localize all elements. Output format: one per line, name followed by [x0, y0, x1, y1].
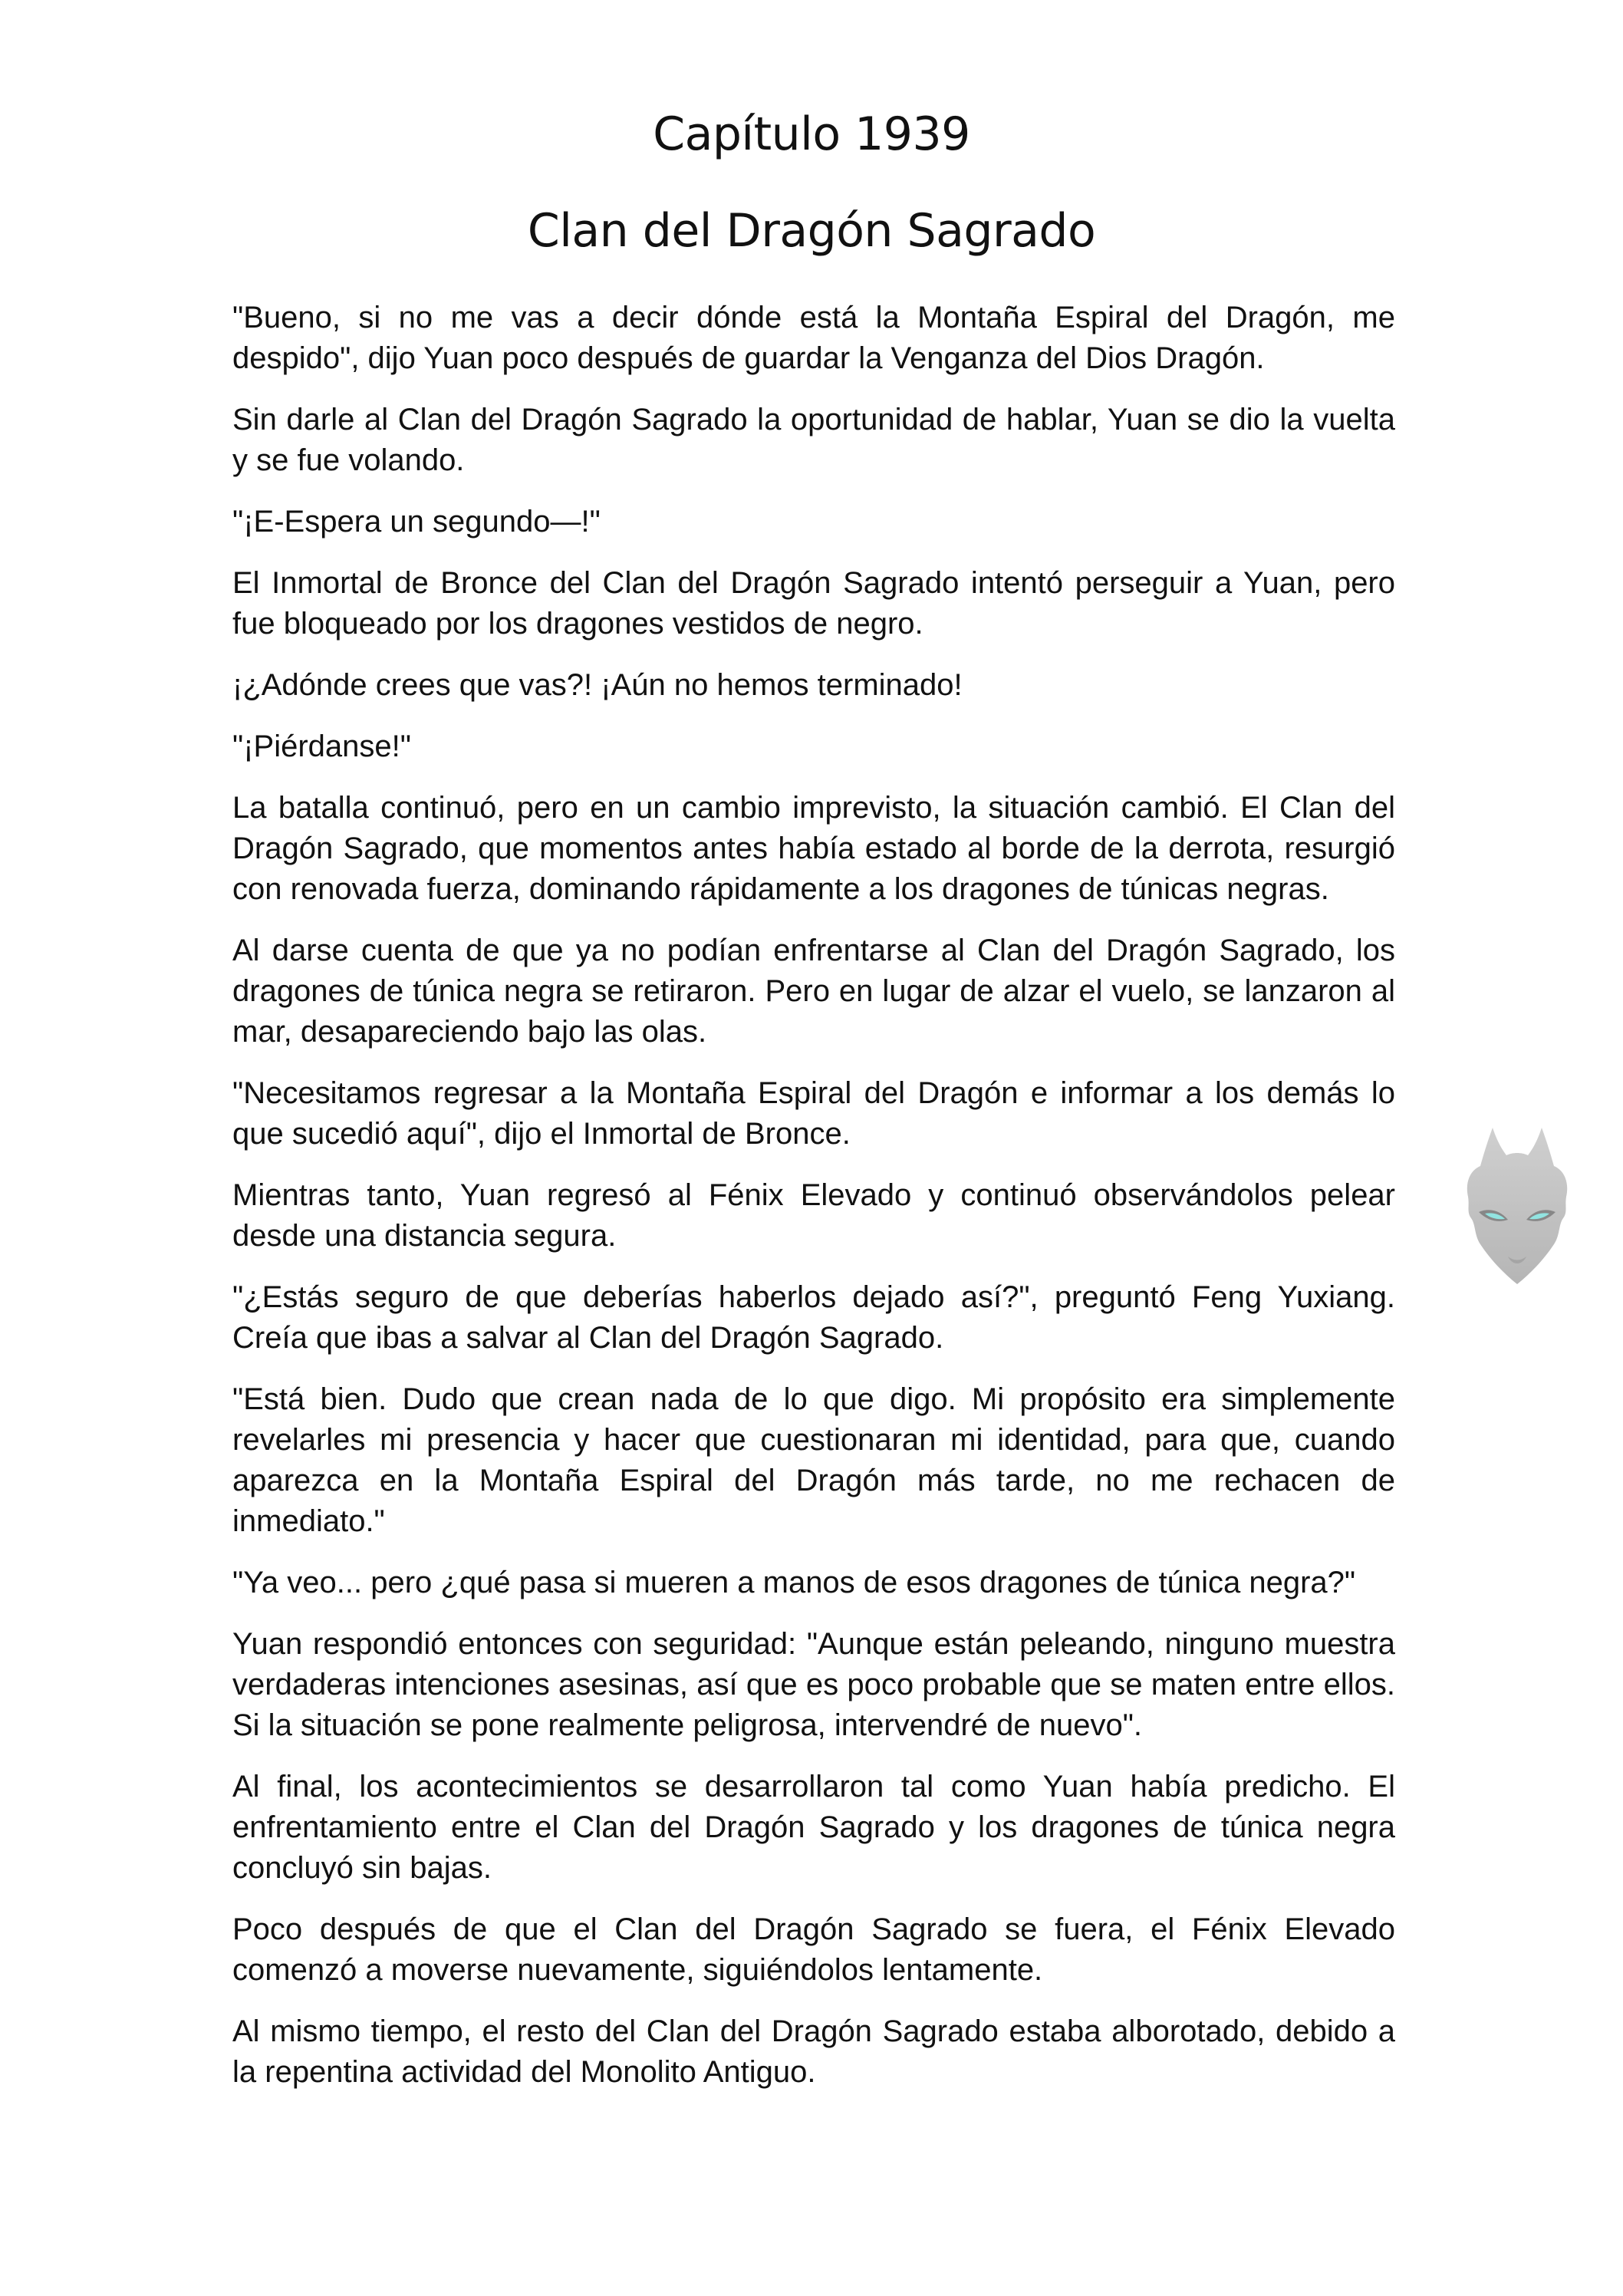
- paragraph: "¿Estás seguro de que deberías haberlos dejado así?", preguntó Feng Yuxiang. Creía que ibas a salvar al Clan del Dragón Sagrado.: [232, 1280, 1395, 1355]
- paragraph: Sin darle al Clan del Dragón Sagrado la oportunidad de hablar, Yuan se dio la vuelta y se fue volando.: [232, 403, 1395, 477]
- demon-head-icon: [1463, 1122, 1571, 1290]
- paragraph: "Necesitamos regresar a la Montaña Espiral del Dragón e informar a los demás lo que sucedió aquí", dijo el Inmortal de Bronce.: [232, 1076, 1395, 1151]
- paragraph: ¡¿Adónde crees que vas?! ¡Aún no hemos terminado!: [232, 668, 963, 702]
- chapter-body: [232, 298, 1395, 2113]
- paragraph: Poco después de que el Clan del Dragón Sagrado se fuera, el Fénix Elevado comenzó a moverse nuevamente, siguiéndolos lentamente.: [232, 1912, 1395, 1987]
- paragraph: La batalla continuó, pero en un cambio imprevisto, la situación cambió. El Clan del Dragón Sagrado, que momentos antes había estado al borde de la derrota, resurgió con renovada fuerza, dominando rápidamente a los dragones de túnicas negras.: [232, 791, 1395, 906]
- paragraph: "Ya veo... pero ¿qué pasa si mueren a manos de esos dragones de túnica negra?": [232, 1566, 1356, 1599]
- chapter-heading: [0, 86, 1623, 279]
- paragraph: Al final, los acontecimientos se desarrollaron tal como Yuan había predicho. El enfrentamiento entre el Clan del Dragón Sagrado y los dragones de túnica negra concluyó sin bajas.: [232, 1770, 1395, 1885]
- paragraph: Yuan respondió entonces con seguridad: "Aunque están peleando, ninguno muestra verdaderas intenciones asesinas, así que es poco probable que se maten entre ellos. Si la situación se pone realmente peligrosa, intervendré de nuevo".: [232, 1627, 1395, 1742]
- paragraph: "¡Piérdanse!": [232, 730, 411, 763]
- paragraph: Al darse cuenta de que ya no podían enfrentarse al Clan del Dragón Sagrado, los dragones de túnica negra se retiraron. Pero en lugar de alzar el vuelo, se lanzaron al mar, desapareciendo bajo las olas.: [232, 934, 1395, 1049]
- paragraph: "Está bien. Dudo que crean nada de lo que digo. Mi propósito era simplemente revelarles mi presencia y hacer que cuestionaran mi identidad, para que, cuando aparezca en la Montaña Espiral del Dragón más tarde, no me rechacen de inmediato.": [232, 1382, 1395, 1538]
- chapter-number: Capítulo 1939: [653, 107, 970, 161]
- paragraph: El Inmortal de Bronce del Clan del Dragón Sagrado intentó perseguir a Yuan, pero fue bloqueado por los dragones vestidos de negro.: [232, 566, 1395, 641]
- paragraph: "Bueno, si no me vas a decir dónde está la Montaña Espiral del Dragón, me despido", dijo Yuan poco después de guardar la Venganza del Dios Dragón.: [232, 301, 1395, 375]
- paragraph: Al mismo tiempo, el resto del Clan del Dragón Sagrado estaba alborotado, debido a la repentina actividad del Monolito Antiguo.: [232, 2014, 1395, 2089]
- paragraph: "¡E-Espera un segundo—!": [232, 505, 601, 539]
- chapter-title: Clan del Dragón Sagrado: [527, 204, 1096, 258]
- paragraph: Mientras tanto, Yuan regresó al Fénix Elevado y continuó observándolos pelear desde una distancia segura.: [232, 1178, 1395, 1253]
